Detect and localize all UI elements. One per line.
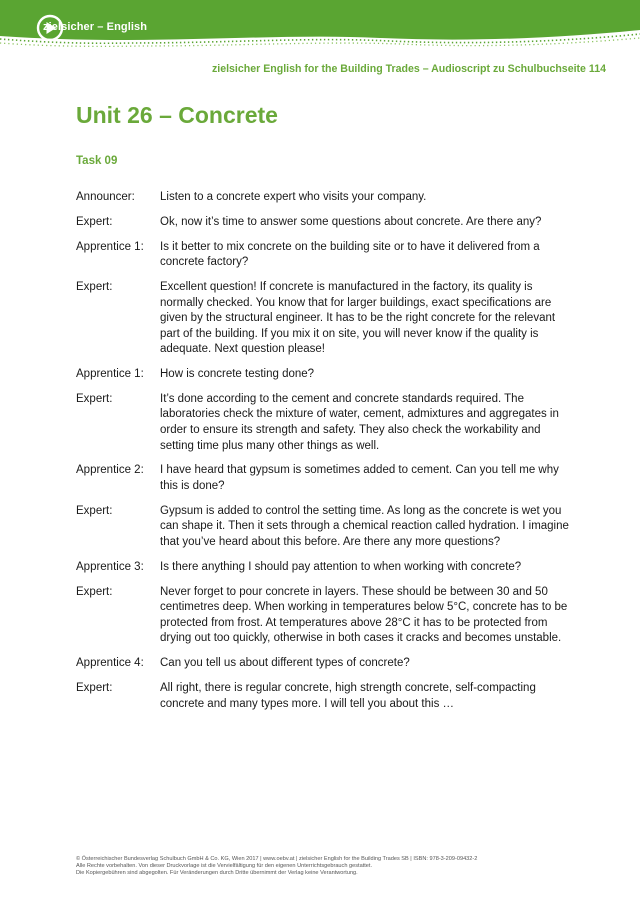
dialogue-turn: [76, 656, 576, 672]
dialogue-list: [76, 190, 576, 721]
task-label: Task 09: [76, 155, 118, 167]
dialogue-turn: [76, 504, 576, 551]
brand-name: zielsicher – English: [43, 21, 148, 33]
document-subtitle: zielsicher English for the Building Trades – Audioscript zu Schulbuchseite 114: [211, 63, 606, 75]
dialogue-text: Can you tell us about different types of concrete?: [160, 657, 410, 670]
dialogue-turn: [76, 681, 576, 712]
speaker-label: Apprentice 2:: [76, 464, 144, 477]
dialogue-text: Is it better to mix concrete on the building site or to have it delivered from a concrete factory?: [160, 240, 540, 269]
dialogue-turn: [76, 392, 576, 454]
speaker-label: Expert:: [76, 585, 113, 598]
dialogue-text: All right, there is regular concrete, high strength concrete, self-compacting concrete and many types more. I will tell you about this …: [160, 681, 536, 710]
footer: [76, 856, 606, 878]
dialogue-turn: [76, 280, 576, 358]
dialogue-text: Is there anything I should pay attention to when working with concrete?: [160, 560, 522, 573]
dialogue-text: Never forget to pour concrete in layers. These should be between 30 and 50 centimetres deep. When working in temperatures below 5°C, concrete has to be protected from frost. At temperatures above 28°C it has to be protected from drying out too quickly, otherwise in both cases it cracks and becomes unstable.: [160, 585, 568, 645]
dialogue-turn: [76, 367, 576, 383]
dialogue-text: I have heard that gypsum is sometimes added to cement. Can you tell me why this is done?: [160, 464, 559, 493]
speaker-label: Apprentice 4:: [76, 657, 144, 670]
dialogue-text: Gypsum is added to control the setting time. As long as the concrete is wet you can shape it. Then it sets through a chemical reaction called hydration. I imagine that you’ve heard about this before. Are there any more questions?: [160, 504, 569, 548]
speaker-label: Expert:: [76, 392, 113, 405]
footer-line: Alle Rechte vorbehalten. Von dieser Druckvorlage ist die Vervielfältigung für den eigenen Unterrichtsgebrauch gestattet.: [76, 863, 373, 870]
dialogue-text: How is concrete testing done?: [160, 368, 315, 381]
dialogue-turn: [76, 215, 576, 231]
speaker-label: Apprentice 1:: [76, 368, 144, 381]
dialogue-turn: [76, 190, 576, 206]
speaker-label: Expert:: [76, 215, 113, 228]
dialogue-turn: [76, 560, 576, 576]
speaker-label: Announcer:: [76, 191, 135, 203]
dialogue-text: Listen to a concrete expert who visits your company.: [160, 191, 427, 203]
page-title: Unit 26 – Concrete: [76, 102, 278, 128]
dialogue-turn: [76, 463, 576, 494]
header-banner: [0, 0, 640, 50]
speaker-label: Apprentice 3:: [76, 560, 144, 573]
dialogue-text: Excellent question! If concrete is manufactured in the factory, its quality is normally checked. You know that for larger buildings, exact specifications are given by the structural engineer. It has to be the right concrete for the relevant part of the building. If you mix it on site, you will never know if the quality is adequate. Next question please!: [160, 280, 556, 356]
footer-line: © Österreichischer Bundesverlag Schulbuch GmbH & Co. KG, Wien 2017 | www.oebv.at | zielsicher English for the Building Trades SB | ISBN: 978-3-209-09432-2: [76, 856, 478, 862]
speaker-label: Apprentice 1:: [76, 240, 144, 253]
dialogue-turn: [76, 240, 576, 271]
dialogue-turn: [76, 585, 576, 647]
speaker-label: Expert:: [76, 681, 113, 694]
dialogue-text: Ok, now it’s time to answer some questions about concrete. Are there any?: [160, 215, 542, 228]
speaker-label: Expert:: [76, 504, 113, 517]
brand-logo: [36, 14, 147, 44]
dialogue-text: It’s done according to the cement and concrete standards required. The laboratories check the mixture of water, cement, admixtures and aggregates in order to ensure its strength and safety. They also check the workability and setting time plus many other things as well.: [160, 392, 559, 452]
speaker-label: Expert:: [76, 280, 113, 293]
footer-line: Die Kopiergebühren sind abgegolten. Für Veränderungen durch Dritte übernimmt der Verlag keine Verantwortung.: [76, 870, 358, 877]
